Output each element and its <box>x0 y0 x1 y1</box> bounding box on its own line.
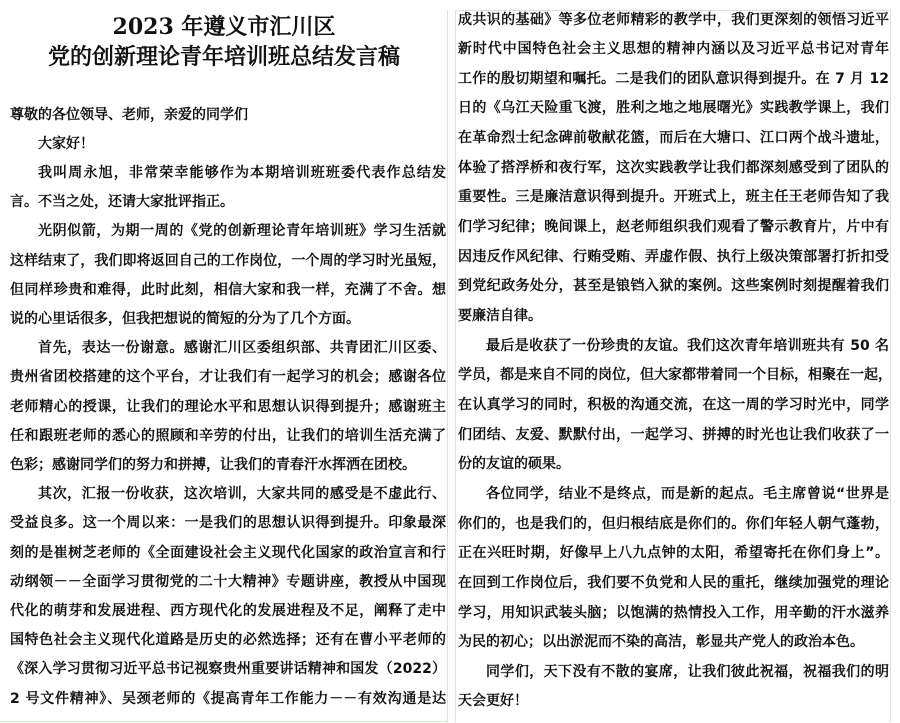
paragraph-line: 首先，表达一份谢意。感谢汇川区委组织部、共青团汇川区委、 <box>38 340 446 357</box>
paragraph-line: 重要性。三是廉洁意识得到提升。开班式上，班主任王老师告知了我 <box>458 189 889 206</box>
paragraph-line: 到党纪政务处分，甚至是锒铛入狱的案例。这些案例时刻提醒着我们 <box>458 278 889 295</box>
paragraph-line: 但同样珍贵和难得，此时此刻，相信大家和我一样，充满了不舍。想 <box>10 281 446 298</box>
paragraph-line: 受益良多。这一个周以来：一是我们的思想认识得到提升。印象最深 <box>10 515 446 532</box>
paragraph-line: 光阴似箭，为期一周的《党的创新理论青年培训班》学习生活就 <box>38 223 446 240</box>
paragraph-line: 大家好！ <box>38 135 94 152</box>
paragraph-line: 成共识的基础》等多位老师精彩的教学中，我们更深刻的领悟习近平 <box>458 11 889 28</box>
paragraph-line: 日的《乌江天险重飞渡，胜利之地之地展曙光》实践教学课上，我们 <box>458 100 889 117</box>
paragraph-line: 这样结束了，我们即将返回自己的工作岗位，一个周的学习时光虽短， <box>10 252 446 269</box>
paragraph-line: 《深入学习贯彻习近平总书记视察贵州重要讲话精神和国发（2022） <box>10 661 446 678</box>
paragraph-line: 为民的初心；以出淤泥而不染的高洁，彰显共产党人的政治本色。 <box>458 634 864 651</box>
paragraph-line: 贵州省团校搭建的这个平台，才让我们有一起学习的机会；感谢各位 <box>10 369 446 386</box>
paragraph-line: 其次，汇报一份收获，这次培训，大家共同的感受是不虚此行、 <box>38 486 446 503</box>
paragraph-line: 言。不当之处，还请大家批评指正。 <box>10 194 234 211</box>
paragraph-line: 在认真学习的同时，积极的沟通交流，在这一周的学习时光中，同学 <box>458 396 889 413</box>
paragraph-line: 在革命烈士纪念碑前敬献花篮，而后在大塘口、江口两个战斗遗址， <box>458 130 889 147</box>
document-title-line-2: 党的创新理论青年培训班总结发言稿 <box>47 44 400 70</box>
paragraph-line: 们学习纪律；晚间课上，赵老师组织我们观看了警示教育片，片中有 <box>458 219 889 236</box>
paragraph-line: 同学们，天下没有不散的宴席，让我们彼此祝福，祝福我们的明 <box>486 663 889 680</box>
paragraph-line: 因违反作风纪律、行贿受贿、弄虚作假、执行上级决策部署打折扣受 <box>458 248 889 265</box>
paragraph-line: 国特色社会主义现代化道路是历史的必然选择；还有在曹小平老师的 <box>10 632 446 649</box>
paragraph-line: 我叫周永旭，非常荣幸能够作为本期培训班班委代表作总结发 <box>38 164 446 181</box>
paragraph-line: 体验了搭浮桥和夜行军，这次实践教学让我们都深刻感受到了团队的 <box>458 159 889 176</box>
paragraph-line: 动纲领－－全面学习贯彻党的二十大精神》专题讲座，教授从中国现 <box>10 573 446 590</box>
paragraph-line: 你们的，也是我们的，但归根结底是你们的。你们年轻人朝气蓬勃， <box>458 515 889 532</box>
paragraph-line: 工作的殷切期望和嘱托。二是我们的团队意识得到提升。在 7 月 12 <box>458 70 889 87</box>
paragraph-line: 们团结、友爱、默默付出，一起学习、拼搏的时光也让我们收获了一 <box>458 426 889 443</box>
document-title-line-1: 2023 年遵义市汇川区 <box>112 14 336 40</box>
paragraph-line: 新时代中国特色社会主义思想的精神内涵以及习近平总书记对青年 <box>458 41 889 58</box>
paragraph-line: 任和跟班老师的悉心的照顾和辛劳的付出，让我们的培训生活充满了 <box>10 427 446 444</box>
paragraph-line: 天会更好！ <box>458 693 528 710</box>
paragraph-line: 学习，用知识武装头脑；以饱满的热情投入工作，用辛勤的汗水滋养 <box>458 604 889 621</box>
paragraph-line: 色彩；感谢同学们的努力和拼搏，让我们的青春汗水挥洒在团校。 <box>10 456 416 473</box>
paragraph-line: 学员，都是来自不同的岗位，但大家都带着同一个目标，相聚在一起， <box>458 367 892 384</box>
paragraph-line: 要廉洁自律。 <box>458 308 542 324</box>
paragraph-line: 各位同学，结业不是终点，而是新的起点。毛主席曾说“世界是 <box>486 485 889 502</box>
paragraph-line: 说的心里话很多，但我把想说的简短的分为了几个方面。 <box>10 310 360 327</box>
paragraph-line: 2 号文件精神》、吴颈老师的《提高青年工作能力－－有效沟通是达 <box>10 690 446 707</box>
paragraph-line: 代化的萌芽和发展进程、西方现代化的发展进程及不足，阐释了走中 <box>10 602 446 619</box>
paragraph-line: 份的友谊的硕果。 <box>458 456 570 473</box>
paragraph-line: 在回到工作岗位后，我们要不负党和人民的重托，继续加强党的理论 <box>458 574 889 591</box>
paragraph-line: 正在兴旺时期，好像早上八九点钟的太阳，希望寄托在你们身上”。 <box>458 545 889 562</box>
paragraph-line: 尊敬的各位领导、老师，亲爱的同学们 <box>10 106 248 123</box>
paragraph-line: 老师精心的授课，让我们的理论水平和思想认识得到提升；感谢班主 <box>10 398 446 415</box>
paragraph-line: 最后是收获了一份珍贵的友谊。我们这次青年培训班共有 50 名 <box>486 337 889 354</box>
paragraph-line: 刻的是崔树芝老师的《全面建设社会主义现代化国家的政治宣言和行 <box>10 544 446 561</box>
